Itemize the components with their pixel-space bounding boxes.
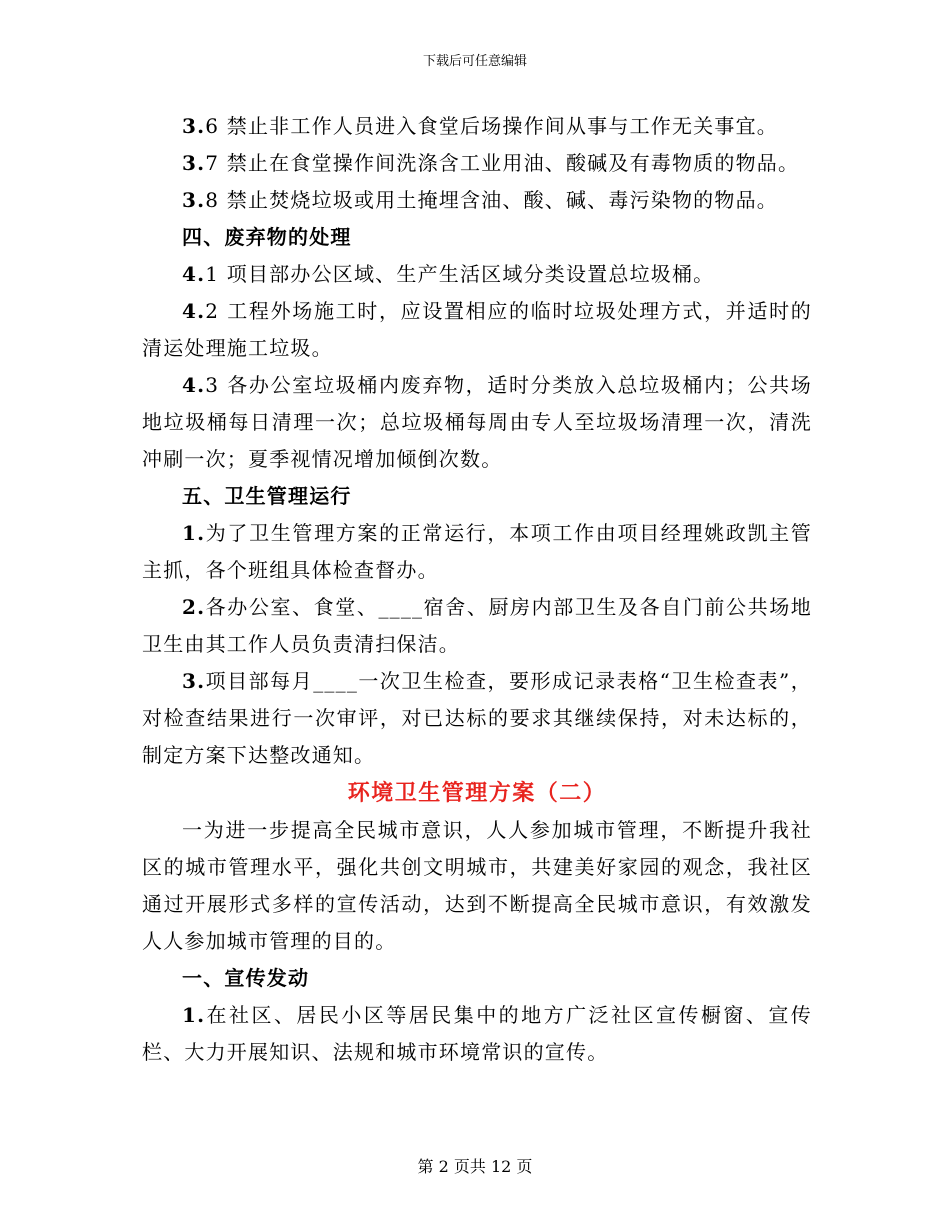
- clause-number: 1.: [182, 1003, 206, 1027]
- page-footer: 第 2 页共 12 页: [417, 1157, 533, 1176]
- paragraph-5-3: [142, 663, 812, 774]
- section-heading-publicity: 一、宣传发动: [182, 966, 310, 990]
- paragraph-text: 在社区、居民小区等居民集中的地方广泛社区宣传橱窗、宣传栏、大力开展知识、法规和城市环境常识的宣传。: [142, 1003, 812, 1064]
- paragraph-text: 项目部每月____一次卫生检查，要形成记录表格“卫生检查表”，对检查结果进行一次审评，对已达标的要求其继续保持，对未达标的，制定方案下达整改通知。: [142, 669, 812, 767]
- paragraph-5-1: [142, 515, 812, 589]
- paragraph-4-2: [142, 293, 812, 367]
- section-heading-waste: 四、废弃物的处理: [182, 225, 352, 249]
- paragraph-4-1: [142, 256, 812, 293]
- paragraph-5-2: [142, 589, 812, 663]
- paragraph-3-8: [142, 182, 812, 219]
- clause-number: 3.: [182, 151, 206, 175]
- clause-number: 3.: [182, 669, 206, 693]
- paragraph-text: 为了卫生管理方案的正常运行，本项工作由项目经理姚政凯主管主抓，各个班组具体检查督办。: [142, 521, 812, 582]
- paragraph-publicity-1: [142, 997, 812, 1071]
- paragraph-text: 7 禁止在食堂操作间洗涤含工业用油、酸碱及有毒物质的物品。: [205, 151, 800, 175]
- section-heading-hygiene: 五、卫生管理运行: [182, 484, 352, 508]
- paragraph-text: 6 禁止非工作人员进入食堂后场操作间从事与工作无关事宜。: [205, 114, 778, 138]
- clause-number: 3.: [182, 114, 206, 138]
- document-body: [142, 108, 812, 1071]
- section-title: 环境卫生管理方案（二）: [347, 780, 607, 806]
- paragraph-text: 各办公室、食堂、____宿舍、厨房内部卫生及各自门前公共场地卫生由其工作人员负责清扫保洁。: [142, 595, 812, 656]
- clause-number: 4.: [182, 262, 206, 286]
- paragraph-text: 2 工程外场施工时，应设置相应的临时垃圾处理方式，并适时的清运处理施工垃圾。: [142, 299, 812, 360]
- paragraph-4-3: [142, 367, 812, 478]
- paragraph-3-7: [142, 145, 812, 182]
- page-header: 下载后可任意编辑: [422, 54, 527, 69]
- paragraph-text: 8 禁止焚烧垃圾或用土掩埋含油、酸、碱、毒污染物的物品。: [205, 188, 778, 212]
- clause-number: 4.: [182, 299, 206, 323]
- clause-number: 3.: [182, 188, 206, 212]
- clause-number: 2.: [182, 595, 206, 619]
- clause-number: 4.: [182, 373, 206, 397]
- paragraph-text: 1 项目部办公区域、生产生活区域分类设置总垃圾桶。: [205, 262, 715, 286]
- clause-number: 1.: [182, 521, 206, 545]
- intro-paragraph: 一为进一步提高全民城市意识，人人参加城市管理，不断提升我社区的城市管理水平，强化共创文明城市，共建美好家园的观念，我社区通过开展形式多样的宣传活动，达到不断提高全民城市意识，有效激发人人参加城市管理的目的。: [142, 818, 812, 953]
- paragraph-text: 3 各办公室垃圾桶内废弃物，适时分类放入总垃圾桶内；公共场地垃圾桶每日清理一次；总垃圾桶每周由专人至垃圾场清理一次，清洗冲刷一次；夏季视情况增加倾倒次数。: [142, 373, 812, 471]
- paragraph-3-6: [142, 108, 812, 145]
